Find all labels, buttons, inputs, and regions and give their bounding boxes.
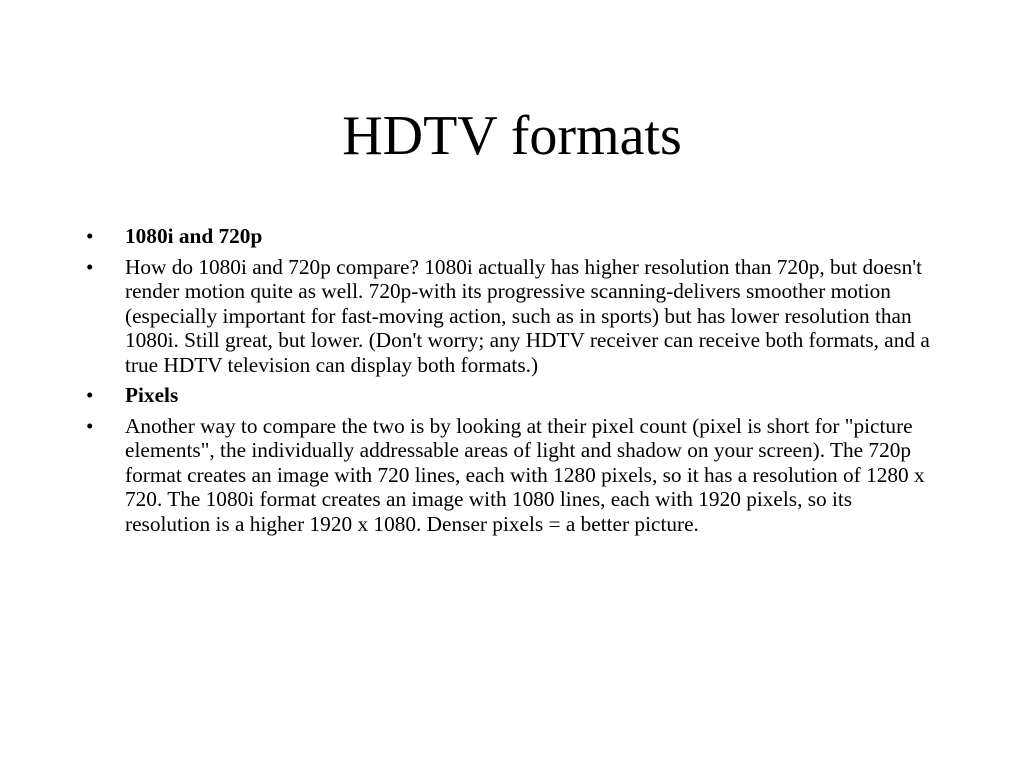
bullet-icon: • <box>86 254 94 279</box>
slide-title: HDTV formats <box>342 105 682 167</box>
bullet-heading-pixels <box>86 383 936 408</box>
bullet-heading-1080i-720p <box>86 224 936 249</box>
bullet-list <box>86 224 936 542</box>
bullet-paragraph-compare <box>86 255 936 378</box>
bullet-paragraph-pixels <box>86 414 936 537</box>
bullet-text: Pixels <box>125 383 179 407</box>
bullet-icon: • <box>86 224 94 248</box>
bullet-text: 1080i and 720p <box>125 224 263 248</box>
bullet-icon: • <box>86 413 94 438</box>
bullet-icon: • <box>86 383 94 407</box>
bullet-text: Another way to compare the two is by looking at their pixel count (pixel is short for "picture elements", the individually addressable areas of light and shadow on your screen). The 720p format creates an image with 720 lines, each with 1280 pixels, so it has a resolution of 1280 x 720. The 1080i format creates an image with 1080 lines, each with 1920 pixels, so its resolution is a higher 1920 x 1080. Denser pixels = a better picture. <box>125 413 925 536</box>
bullet-text: How do 1080i and 720p compare? 1080i actually has higher resolution than 720p, but doesn't render motion quite as well. 720p-with its progressive scanning-delivers smoother motion (especially important for fast-moving action, such as in sports) but has lower resolution than 1080i. Still great, but lower. (Don't worry; any HDTV receiver can receive both formats, and a true HDTV television can display both formats.) <box>125 254 930 377</box>
